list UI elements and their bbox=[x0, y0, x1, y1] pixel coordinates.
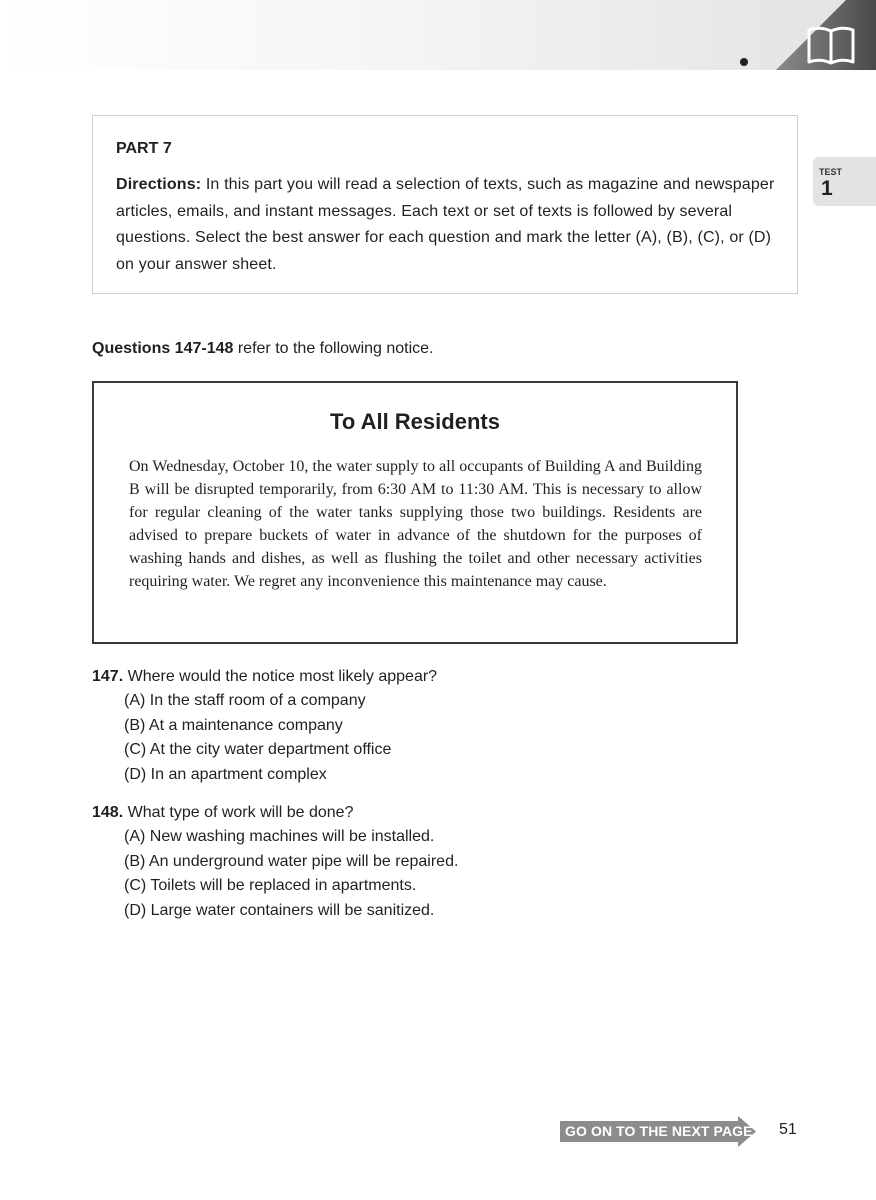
option-a: (A) New washing machines will be installed. bbox=[124, 828, 435, 845]
notice-body: On Wednesday, October 10, the water supply to all occupants of Building A and Building B will be disrupted temporarily, from 6:30 AM to 11:30 AM. This is necessary to allow for regular cleaning of the water tanks supplying those two buildings. Residents are advised to prepare buckets of water in advance of the shutdown for the purposes of washing hands and dishes, as well as flushing the toilet and other necessary activities requiring water. We regret any inconvenience this maintenance may cause. bbox=[129, 458, 702, 590]
question-prompt: What type of work will be done? bbox=[123, 804, 354, 821]
directions-label: Directions: bbox=[116, 176, 202, 193]
question-number: 147. bbox=[92, 668, 124, 685]
book-icon bbox=[716, 0, 876, 70]
directions-body: In this part you will read a selection of texts, such as magazine and newspaper articles, emails, and instant messages. Each text or set of texts is followed by several questions. Select the best answer for each question and mark the letter (A), (B), (C), or (D) on your answer sheet. bbox=[116, 176, 775, 273]
question-prompt: Where would the notice most likely appear? bbox=[123, 668, 438, 685]
question-text bbox=[92, 665, 437, 689]
test-tab bbox=[813, 157, 876, 206]
question-148 bbox=[92, 801, 458, 923]
question-147 bbox=[92, 665, 437, 787]
option-b: (B) An underground water pipe will be repaired. bbox=[124, 852, 459, 870]
option-b: (B) At a maintenance company bbox=[124, 716, 343, 734]
notice-title: To All Residents bbox=[330, 409, 500, 434]
directions-box bbox=[92, 115, 798, 294]
option-c: (C) Toilets will be replaced in apartments. bbox=[124, 877, 417, 894]
question-range: Questions 147-148 bbox=[92, 340, 234, 357]
question-reference-text: refer to the following notice. bbox=[233, 340, 434, 357]
option-d: (D) In an apartment complex bbox=[124, 765, 327, 783]
next-page-banner bbox=[560, 1116, 756, 1147]
page-number: 51 bbox=[779, 1121, 797, 1138]
option-d: (D) Large water containers will be sanitized. bbox=[124, 901, 435, 919]
question-number: 148. bbox=[92, 804, 124, 821]
next-page-label: GO ON TO THE NEXT PAGE bbox=[565, 1123, 753, 1139]
directions-text bbox=[116, 172, 775, 278]
question-reference bbox=[92, 340, 434, 358]
option-c: (C) At the city water department office bbox=[124, 741, 392, 758]
test-tab-label: TEST bbox=[819, 167, 843, 177]
test-tab-number: 1 bbox=[821, 177, 833, 200]
notice-box bbox=[92, 381, 738, 644]
part-title: PART 7 bbox=[116, 140, 172, 157]
question-text bbox=[92, 801, 458, 825]
option-a: (A) In the staff room of a company bbox=[124, 692, 366, 709]
